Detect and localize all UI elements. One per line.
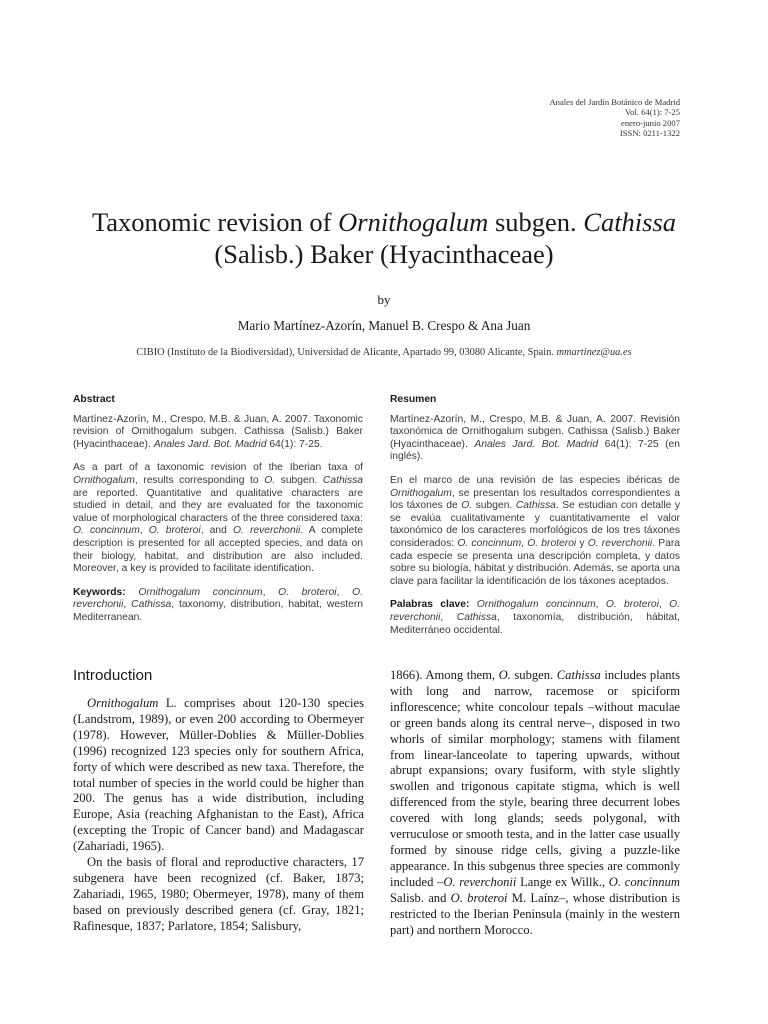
title-line-1: Taxonomic revision of Ornithogalum subgen. Cathissa xyxy=(91,207,677,237)
journal-date: enero-junio 2007 xyxy=(621,117,680,128)
abstract-citation: Martínez-Azorín, M., Crespo, M.B. & Juan, A. 2007. Taxonomic revision of Ornithogalum subgen. Cathissa (Salisb.) Baker (Hyacinthaceae). Anales Jard. Bot. Madrid 64(1): 7-25. xyxy=(73,413,363,450)
author-email[interactable]: mmartinez@ua.es xyxy=(556,347,632,358)
intro-paragraph-1: Ornithogalum L. comprises about 120-130 species (Landstrom, 1989), or even 200 according to Obermeyer (1978). However, Müller-Doblies & Müller-Doblies (1996) recognized 123 species only for southern Africa, forty of which were described as new taxa. Therefore, the total number of species in the world could be higher than 200. The genus has a wide distribution, including Europe, Asia (reaching Afghanistan to the East), Africa (excepting the Tropic of Cancer band) and Madagascar (Zahariadi, 1965). xyxy=(73,696,364,854)
journal-issn: ISSN: 0211-1322 xyxy=(619,128,680,139)
by-label: by xyxy=(377,292,391,307)
abstract-text: As a part of a taxonomic revision of the Iberian taxa of Ornithogalum, results corresponding to O. subgen. Cathissa are reported. Quantitative and qualitative characters are studied in detail, and they are evaluated for the taxonomic value of morphological characters of the three considered taxa: O. concinnum, O. broteroi, and O. reverchonii. A complete description is presented for all accepted species, and data on their biology, habitat, and distribution are also included. Moreover, a key is provided to facilitate identification. xyxy=(73,462,363,575)
palabras-clave: Palabras clave: Ornithogalum concinnum, O. broteroi, O. reverchonii, Cathissa, taxonomía, distribución, hábitat, Mediterráneo occidental. xyxy=(390,599,680,636)
introduction-right-column xyxy=(390,668,680,938)
affiliation: CIBIO (Instituto de la Biodiversidad), Universidad de Alicante, Apartado 99, 03080 Alicante, Spain. mmartinez@ua.es xyxy=(136,347,632,358)
abstract-spanish xyxy=(390,394,680,637)
journal-volume: Vol. 64(1): 7-25 xyxy=(625,107,680,118)
intro-paragraph-3: 1866). Among them, O. subgen. Cathissa includes plants with long and narrow, racemose or spiciform inflorescence; white concolour tepals –without maculae or green bands along its central nerve–, disposed in two whorls of similar morphology; stamens with filament from linear-lanceolate to tapering upwards, without abrupt expansions; ovary fusiform, with style slightly swollen and trigonous capitate stigma, which is well differenced from the style, bearing three decurrent lobes covered with long glands; seeds polygonal, with verruculose or smooth testa, and in the latter case usually formed by sinouse ridge cells, giving a puzzle-like appearance. In this subgenus three species are commonly included –O. reverchonii Lange ex Willk., O. concinnum Salisb. and O. broteroi M. Laínz–, whose distribution is restricted to the Iberian Peninsula (mainly in the western part) and northern Morocco. xyxy=(390,668,680,937)
journal-info xyxy=(549,97,680,139)
introduction-left-column xyxy=(73,696,364,935)
article-title xyxy=(40,206,728,270)
intro-paragraph-2: On the basis of floral and reproductive characters, 17 subgenera have been recognized (cf. Baker, 1873; Zahariadi, 1965, 1980; Obermeyer, 1978), many of them based on previously described genera (cf. Gray, 1821; Rafinesque, 1837; Parlatore, 1854; Salisbury, xyxy=(73,855,364,933)
title-line-2: (Salisb.) Baker (Hyacinthaceae) xyxy=(214,239,554,269)
resumen-citation: Martínez-Azorín, M., Crespo, M.B. & Juan, A. 2007. Revisión taxonómica de Ornithogalum subgen. Cathissa (Salisb.) Baker (Hyacinthaceae). Anales Jard. Bot. Madrid 64(1): 7-25 (en inglés). xyxy=(390,413,681,463)
resumen-text: En el marco de una revisión de las especies ibéricas de Ornithogalum, se presentan los resultados correspondientes a los táxones de O. subgen. Cathissa. Se estudian con detalle y se evalúa cualitativamente y cuantitativamente el valor taxonómico de los caracteres morfológicos de los tres táxones considerados: O. concinnum, O. broteroi y O. reverchonii. Para cada especie se presenta una descripción completa, y datos sobre su biología, hábitat y distribución. Además, se aporta una clave para facilitar la identificación de los táxones aceptados. xyxy=(390,474,681,587)
introduction-heading: Introduction xyxy=(73,667,153,684)
author-list: Mario Martínez-Azorín, Manuel B. Crespo & Ana Juan xyxy=(237,318,531,333)
resumen-heading: Resumen xyxy=(390,394,437,405)
keywords: Keywords: Ornithogalum concinnum, O. broteroi, O. reverchonii, Cathissa, taxonomy, distribution, habitat, western Mediterranean. xyxy=(73,586,363,623)
abstract-english xyxy=(73,394,363,625)
abstract-heading: Abstract xyxy=(73,394,115,405)
journal-name: Anales del Jardín Botánico de Madrid xyxy=(549,97,680,107)
